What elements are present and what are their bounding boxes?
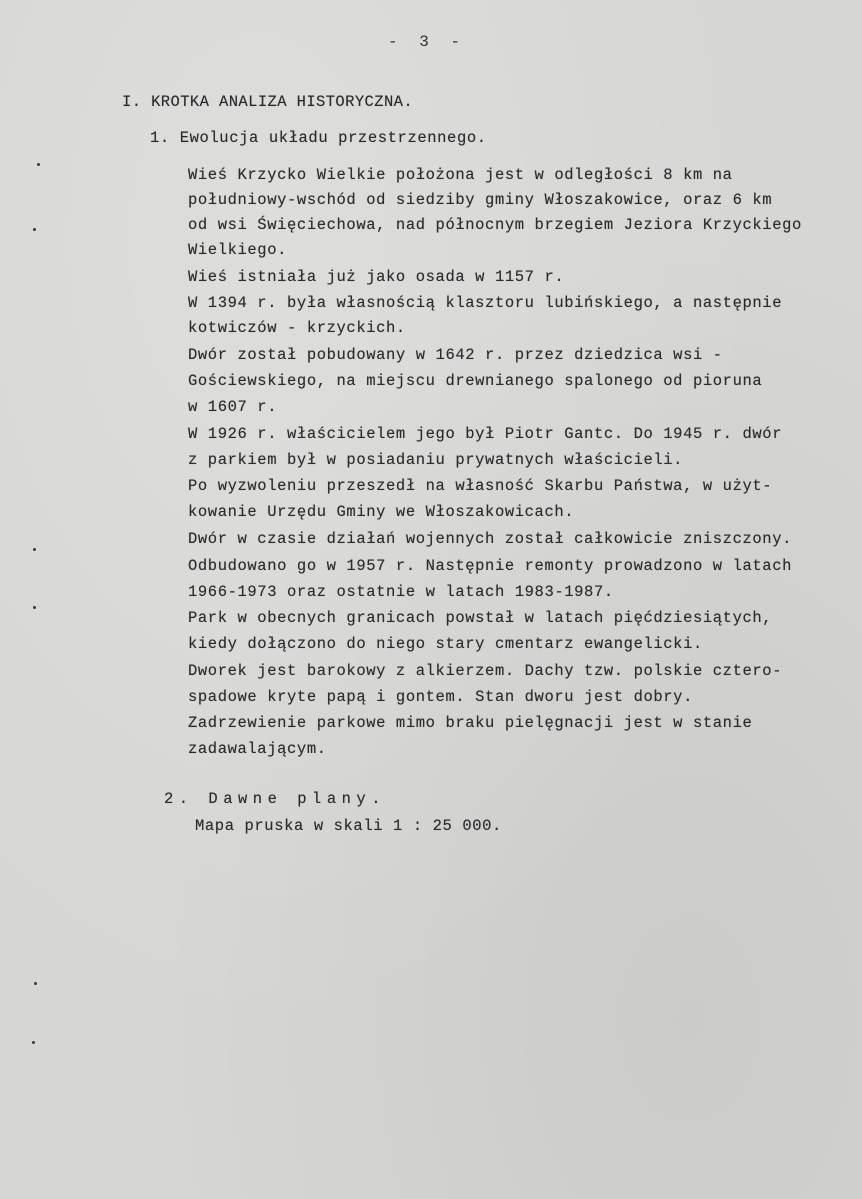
body-line: Zadrzewienie parkowe mimo braku pielęgnacji jest w stanie [188,714,753,732]
body-line: 1966-1973 oraz ostatnie w latach 1983-1987. [188,583,614,601]
body-line: Gościewskiego, na miejscu drewnianego spalonego od pioruna [188,372,763,390]
margin-mark [32,1041,35,1044]
section-heading: I. KROTKA ANALIZA HISTORYCZNA. [122,93,414,111]
body-line: Odbudowano go w 1957 r. Następnie remonty prowadzono w latach [188,557,792,575]
body-line: południowy-wschód od siedziby gminy Włoszakowice, oraz 6 km [188,191,773,209]
body-line: Wielkiego. [188,241,288,259]
body-line: W 1394 r. była własnością klasztoru lubińskiego, a następnie [188,294,783,312]
body-line: Dwór w czasie działań wojennych został całkowicie zniszczony. [188,530,792,548]
body-line: Wieś Krzycko Wielkie położona jest w odległości 8 km na [188,166,733,184]
body-line: kowanie Urzędu Gminy we Włoszakowicach. [188,503,575,521]
map-note: Mapa pruska w skali 1 : 25 000. [195,817,502,835]
page-number: - 3 - [388,33,467,51]
body-line: Dwór został pobudowany w 1642 r. przez dziedzica wsi - [188,346,723,364]
body-line: kiedy dołączono do niego stary cmentarz ewangelicki. [188,635,703,653]
margin-mark [33,548,36,551]
body-line: od wsi Święciechowa, nad północnym brzegiem Jeziora Krzyckiego [188,216,802,234]
body-line: zadawalającym. [188,740,327,758]
body-line: Wieś istniała już jako osada w 1157 r. [188,268,565,286]
body-line: kotwiczów - krzyckich. [188,319,406,337]
margin-mark [37,163,40,166]
subsection-title-2: 2. Dawne plany. [164,790,387,808]
body-line: z parkiem był w posiadaniu prywatnych właścicieli. [188,451,684,469]
body-line: spadowe kryte papą i gontem. Stan dworu jest dobry. [188,688,693,706]
margin-mark [33,228,36,231]
body-line: Dworek jest barokowy z alkierzem. Dachy tzw. polskie cztero- [188,662,783,680]
margin-mark [34,982,37,985]
body-line: Park w obecnych granicach powstał w latach pięćdziesiątych, [188,609,773,627]
body-line: W 1926 r. właścicielem jego był Piotr Gantc. Do 1945 r. dwór [188,425,783,443]
body-line: Po wyzwoleniu przeszedł na własność Skarbu Państwa, w użyt- [188,477,773,495]
body-line: w 1607 r. [188,398,278,416]
margin-mark [33,606,36,609]
subsection-title-1: 1. Ewolucja układu przestrzennego. [150,129,487,147]
